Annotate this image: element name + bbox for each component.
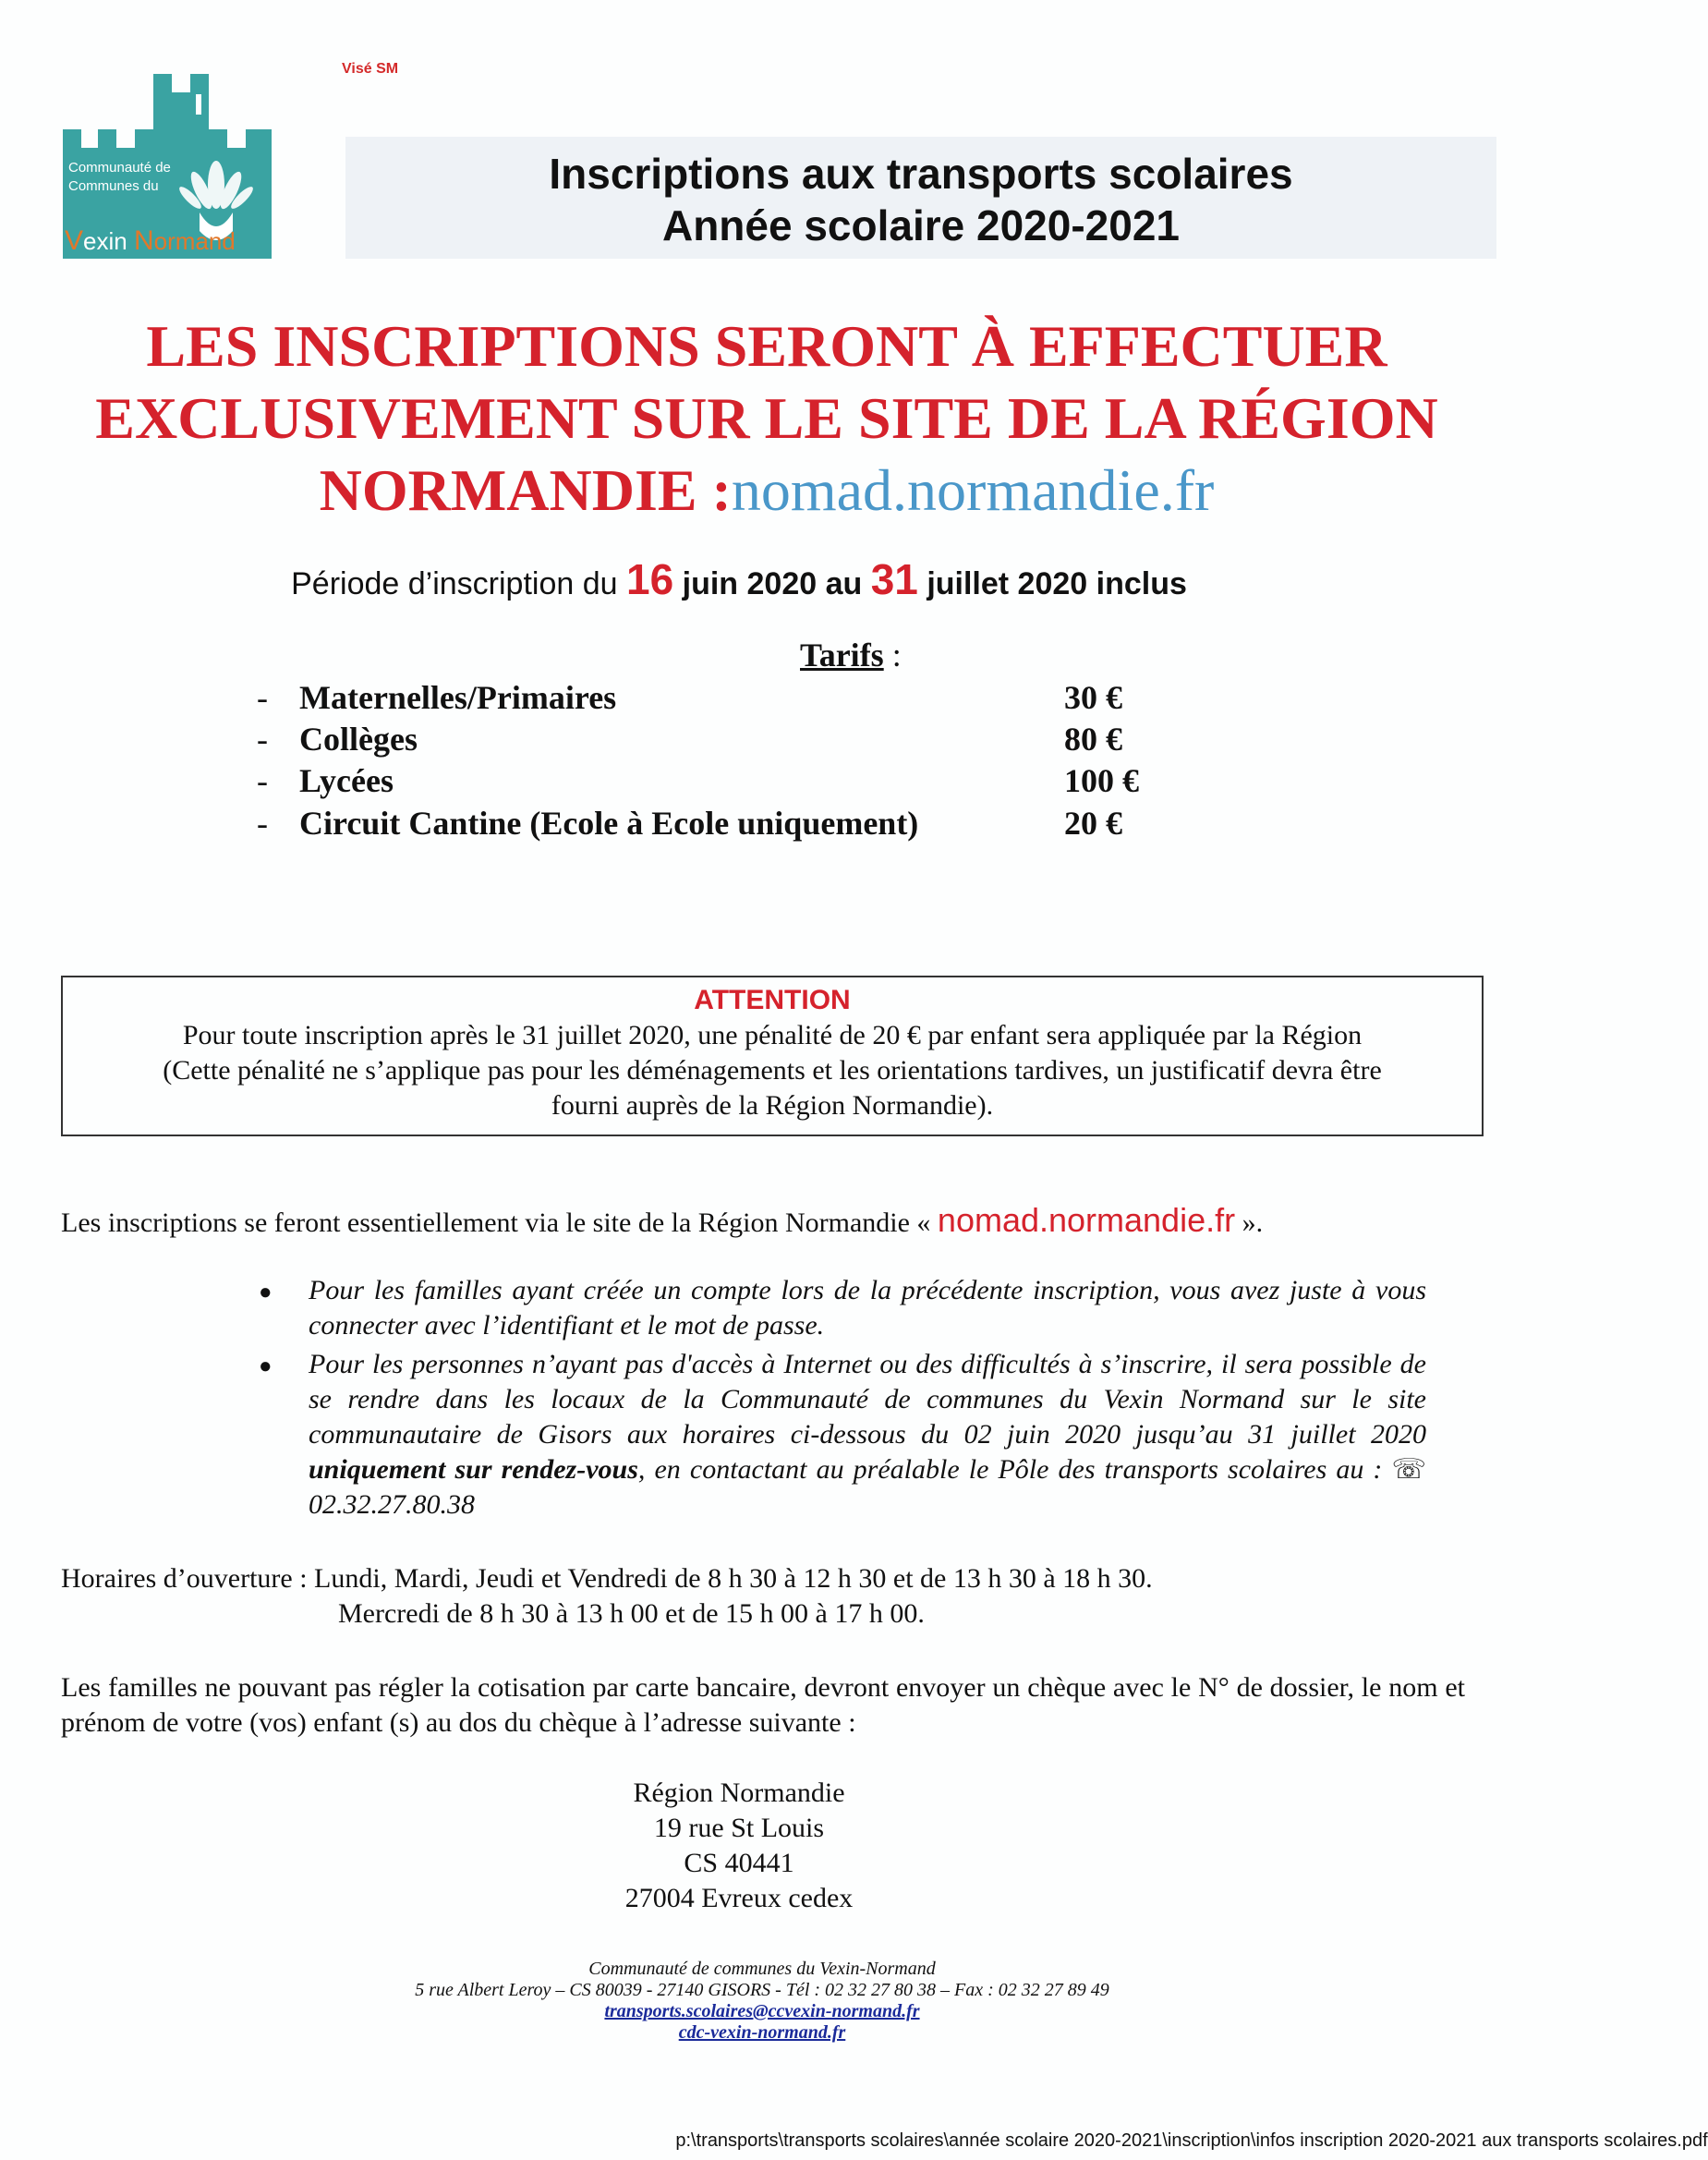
tarifs-title: Tarifs [800, 637, 884, 673]
phone-icon: ☏ [1391, 1454, 1426, 1485]
tarif-label: Collèges [299, 721, 418, 758]
postal-address [462, 1776, 1016, 1916]
attention-line1: Pour toute inscription après le 31 juillet 2020, une pénalité de 20 € par enfant sera appliquée par la Région [182, 1020, 1363, 1050]
tarif-row [257, 720, 1162, 760]
payment-text: Les familles ne pouvant pas régler la cotisation par carte bancaire, devront envoyer un chèque avec le N° de dossier, le nom et prénom de votre (vos) enfant (s) au dos du chèque à l’adresse suivante : [61, 1672, 1465, 1738]
tarif-label: Lycées [299, 762, 394, 799]
period-prefix: Période d’inscription du [291, 566, 626, 601]
tarif-label: Maternelles/Primaires [299, 679, 617, 716]
logo-line2: Communes du [68, 178, 159, 194]
footer-contact: 5 rue Albert Leroy – CS 80039 - 27140 GISORS - Tél : 02 32 27 80 38 – Fax : 02 32 27 89 49 [415, 1980, 1109, 2000]
inscription-url-link[interactable]: nomad.normandie.fr [937, 1201, 1236, 1239]
tarif-dash: - [257, 805, 268, 842]
logo [61, 74, 273, 259]
attention-text [72, 1018, 1472, 1123]
bullet-text-1: Pour les familles ayant créée un compte lors de la précédente inscription, vous avez juste à vous connecter avec l’identifiant et le mot de passe. [309, 1275, 1426, 1341]
opening-hours-line1: Horaires d’ouverture : Lundi, Mardi, Jeudi et Vendredi de 8 h 30 à 12 h 30 et de 13 h 30 à 18 h 30. [61, 1563, 1153, 1594]
registration-period [139, 554, 1339, 604]
title-line2: Année scolaire 2020-2021 [661, 201, 1181, 249]
tarif-dash: - [257, 679, 268, 716]
footer [185, 1959, 1339, 2044]
inscription-line [61, 1201, 1263, 1240]
headline-line1: LES INSCRIPTIONS SERONT À EFFECTUER [146, 313, 1387, 379]
footer-email-link[interactable]: transports.scolaires@ccvexin-normand.fr [604, 2001, 920, 2021]
tarif-label: Circuit Cantine (Ecole à Ecole uniquement) [299, 805, 919, 842]
bullet2-part1: Pour les personnes n’ayant pas d'accès à Internet ou des difficultés à s’inscrire, il sera possible de se rendre dans les locaux de la Communauté de communes du Vexin Normand sur le site communautaire de Gisors aux horaires ci-dessous du 02 juin 2020 jusqu’au 31 juillet 2020 [309, 1349, 1426, 1450]
tarif-row [257, 678, 1162, 719]
headline [74, 310, 1460, 527]
headline-line2: EXCLUSIVEMENT SUR LE SITE DE LA RÉGION [95, 385, 1438, 451]
logo-brand-n: N [133, 225, 154, 256]
tarif-price: 30 € [1064, 679, 1122, 716]
tarif-dash: - [257, 762, 268, 799]
logo-brand-end: ormand [153, 227, 236, 255]
footer-org: Communauté de communes du Vexin-Normand [588, 1959, 936, 1979]
period-day-end: 31 [870, 555, 918, 603]
footer-site-link[interactable]: cdc-vexin-normand.fr [678, 2022, 846, 2043]
bullet-icon: ● [259, 1354, 273, 1378]
inscription-prefix: Les inscriptions se feront essentiellement via le site de la Région Normandie « [61, 1207, 938, 1238]
address-line3: CS 40441 [684, 1848, 794, 1878]
logo-brand-v: V [65, 225, 84, 256]
address-line4: 27004 Evreux cedex [624, 1883, 854, 1913]
tarifs-heading [800, 636, 902, 674]
period-day-start: 16 [626, 555, 674, 603]
phone-number: 02.32.27.80.38 [309, 1489, 475, 1520]
address-line2: 19 rue St Louis [653, 1813, 825, 1843]
file-path: p:\transports\transports scolaires\année scolaire 2020-2021\inscription\infos inscription 2020-2021 aux transports scolaires.pdf [675, 2130, 1708, 2151]
bullet-text-2 [309, 1347, 1426, 1523]
bullet-icon: ● [259, 1280, 273, 1304]
attention-title: ATTENTION [694, 985, 851, 1015]
bullet2-bold: uniquement sur rendez-vous [309, 1454, 638, 1485]
tarif-row [257, 804, 1162, 844]
attention-box [61, 976, 1484, 1136]
inscription-suffix: ». [1235, 1207, 1264, 1238]
period-suffix: juillet 2020 inclus [917, 566, 1187, 601]
tarif-price: 20 € [1064, 805, 1122, 842]
logo-brand-mid: exin [83, 227, 134, 255]
headline-line3: NORMANDIE : [319, 457, 732, 523]
attention-line3: fourni auprès de la Région Normandie). [551, 1090, 994, 1121]
tarif-price: 100 € [1064, 762, 1139, 799]
attention-line2: (Cette pénalité ne s’applique pas pour les déménagements et les orientations tardives, un justificatif devra être [163, 1055, 1382, 1086]
headline-url-link[interactable]: nomad.normandie.fr [731, 457, 1215, 523]
vise-mark: Visé SM [342, 61, 399, 77]
tarifs-colon: : [883, 637, 902, 673]
logo-line1: Communauté de [68, 160, 171, 176]
address-line1: Région Normandie [633, 1778, 845, 1808]
tarif-price: 80 € [1064, 721, 1122, 758]
title-line1: Inscriptions aux transports scolaires [549, 150, 1293, 198]
bullet2-part2: , en contactant au préalable le Pôle des transports scolaires au : [637, 1454, 1392, 1485]
title-box [345, 137, 1496, 259]
opening-hours-line2: Mercredi de 8 h 30 à 13 h 00 et de 15 h 00 à 17 h 00. [338, 1598, 925, 1629]
logo-brand [65, 225, 236, 257]
tarif-row [257, 761, 1162, 802]
period-mid: juin 2020 au [673, 566, 871, 601]
tarif-dash: - [257, 721, 268, 758]
